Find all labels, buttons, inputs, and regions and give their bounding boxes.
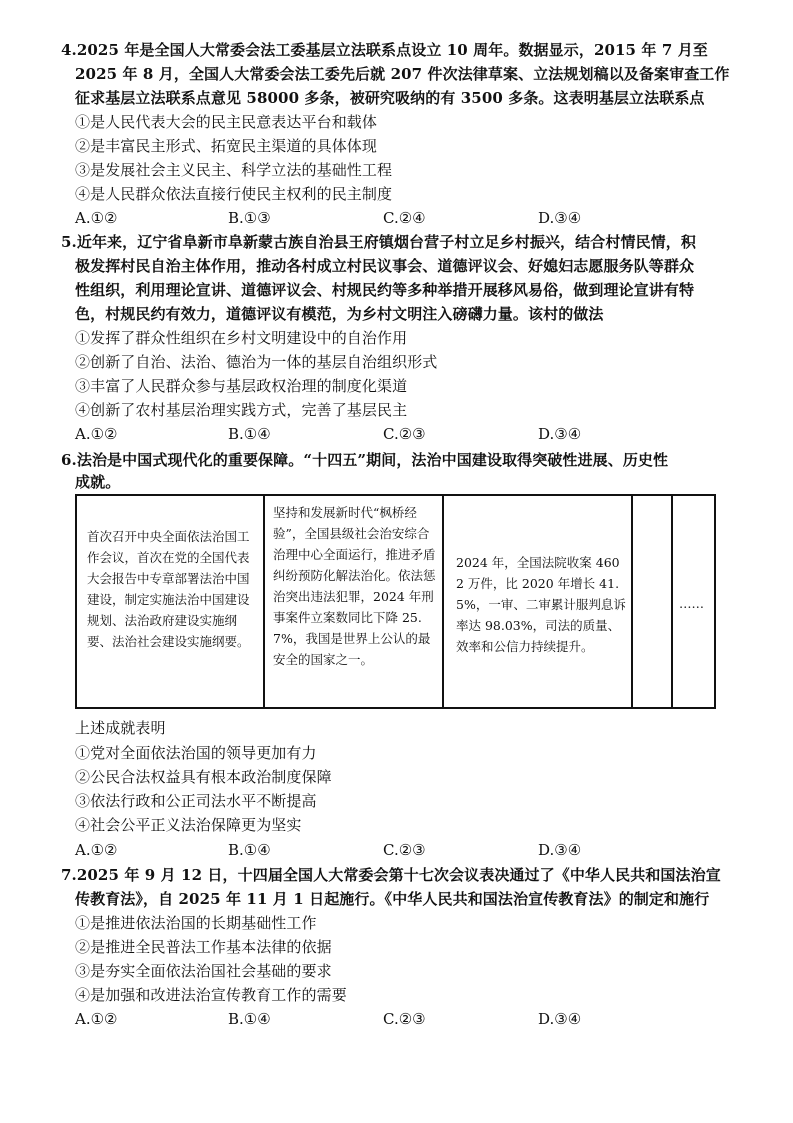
q6-answer-a[interactable]: A.①② [75, 841, 118, 859]
q6-statement-4: ④社会公平正义法治保障更为坚实 [75, 816, 302, 834]
q5-statement-3: ③丰富了人民群众参与基层政权治理的制度化渠道 [75, 377, 408, 395]
q4-answer-c[interactable]: C.②④ [383, 209, 426, 227]
q4-answer-d[interactable]: D.③④ [538, 209, 582, 227]
q6-answer-c[interactable]: C.②③ [383, 841, 426, 859]
q6-lead: 上述成就表明 [75, 719, 166, 737]
q4-statement-2: ②是丰富民主形式、拓宽民主渠道的具体体现 [75, 137, 378, 155]
q4-stem-line-1: 4.2025 年是全国人大常委会法工委基层立法联系点设立 10 周年。数据显示，2015 年 7 月至 [61, 41, 708, 59]
q5-answer-d[interactable]: D.③④ [538, 425, 582, 443]
q7-statement-4: ④是加强和改进法治宣传教育工作的需要 [75, 986, 347, 1004]
table-cell-2-text: 坚持和发展新时代“枫桥经验”，全国县级社会治安综合治理中心全面运行，推进矛盾纠纷预防化解法治化。依法惩治突出违法犯罪，2024 年刑事案件立案数同比下降 25.7%，我国是世界上公认的最安全的国家之一。 [273, 505, 436, 667]
table-cell-5-text: …… [679, 596, 704, 611]
table-cell-2 [265, 496, 444, 707]
q7-answer-b[interactable]: B.①④ [228, 1010, 271, 1028]
q5-answer-b[interactable]: B.①④ [228, 425, 271, 443]
q5-answer-c[interactable]: C.②③ [383, 425, 426, 443]
q5-statement-4: ④创新了农村基层治理实践方式，完善了基层民主 [75, 401, 408, 419]
q4-statement-1: ①是人民代表大会的民主民意表达平台和载体 [75, 113, 378, 131]
q4-answer-b[interactable]: B.①③ [228, 209, 271, 227]
q6-statement-2: ②公民合法权益具有根本政治制度保障 [75, 768, 332, 786]
table-cell-1 [77, 496, 265, 707]
q6-statement-3: ③依法行政和公正司法水平不断提高 [75, 792, 317, 810]
q6-answer-b[interactable]: B.①④ [228, 841, 271, 859]
q6-answer-d[interactable]: D.③④ [538, 841, 582, 859]
q4-statement-3: ③是发展社会主义民主、科学立法的基础性工程 [75, 161, 393, 179]
table-cell-4 [633, 496, 673, 707]
q5-stem-line-1: 5.近年来，辽宁省阜新市阜新蒙古族自治县王府镇烟台营子村立足乡村振兴，结合村情民情，积 [61, 233, 696, 251]
table-cell-3 [444, 496, 633, 707]
table-cell-5 [673, 496, 714, 707]
q5-statement-1: ①发挥了群众性组织在乡村文明建设中的自治作用 [75, 329, 408, 347]
table-cell-3-text: 2024 年，全国法院收案 4602 万件，比 2020 年增长 41.5%，一审、二审累计服判息诉率达 98.03%，司法的质量、效率和公信力持续提升。 [456, 555, 626, 654]
q7-stem-line-1: 7.2025 年 9 月 12 日，十四届全国人大常委会第十七次会议表决通过了《中华人民共和国法治宣 [61, 866, 721, 884]
achievements-table [75, 494, 716, 709]
q5-stem-line-2: 极发挥村民自治主体作用，推动各村成立村民议事会、道德评议会、好媳妇志愿服务队等群众 [75, 257, 695, 275]
q7-answer-c[interactable]: C.②③ [383, 1010, 426, 1028]
q5-answer-a[interactable]: A.①② [75, 425, 118, 443]
q7-statement-1: ①是推进依法治国的长期基础性工作 [75, 914, 317, 932]
q5-stem-line-3: 性组织，利用理论宣讲、道德评议会、村规民约等多种举措开展移风易俗，做到理论宣讲有特 [75, 281, 695, 299]
q4-stem-line-3: 征求基层立法联系点意见 58000 多条，被研究吸纳的有 3500 多条。这表明基层立法联系点 [75, 89, 705, 107]
q7-statement-3: ③是夯实全面依法治国社会基础的要求 [75, 962, 332, 980]
q4-statement-4: ④是人民群众依法直接行使民主权利的民主制度 [75, 185, 393, 203]
q6-stem-line-1: 6.法治是中国式现代化的重要保障。“十四五”期间，法治中国建设取得突破性进展、历史性 [61, 451, 669, 469]
q5-statement-2: ②创新了自治、法治、德治为一体的基层自治组织形式 [75, 353, 438, 371]
q6-stem-line-2: 成就。 [75, 473, 121, 491]
q7-answer-d[interactable]: D.③④ [538, 1010, 582, 1028]
q4-answer-a[interactable]: A.①② [75, 209, 118, 227]
q4-stem-line-2: 2025 年 8 月，全国人大常委会法工委先后就 207 件次法律草案、立法规划稿以及备案审查工作 [75, 65, 730, 83]
q7-stem-line-2: 传教育法》，自 2025 年 11 月 1 日起施行。《中华人民共和国法治宣传教育法》的制定和施行 [75, 890, 710, 908]
q5-stem-line-4: 色，村规民约有效力，道德评议有模范，为乡村文明注入磅礴力量。该村的做法 [75, 305, 604, 323]
q7-statement-2: ②是推进全民普法工作基本法律的依据 [75, 938, 332, 956]
table-cell-1-text: 首次召开中央全面依法治国工作会议，首次在党的全国代表大会报告中专章部署法治中国建设，制定实施法治中国建设规划、法治政府建设实施纲要、法治社会建设实施纲要。 [87, 529, 250, 649]
q7-answer-a[interactable]: A.①② [75, 1010, 118, 1028]
q6-statement-1: ①党对全面依法治国的领导更加有力 [75, 744, 317, 762]
